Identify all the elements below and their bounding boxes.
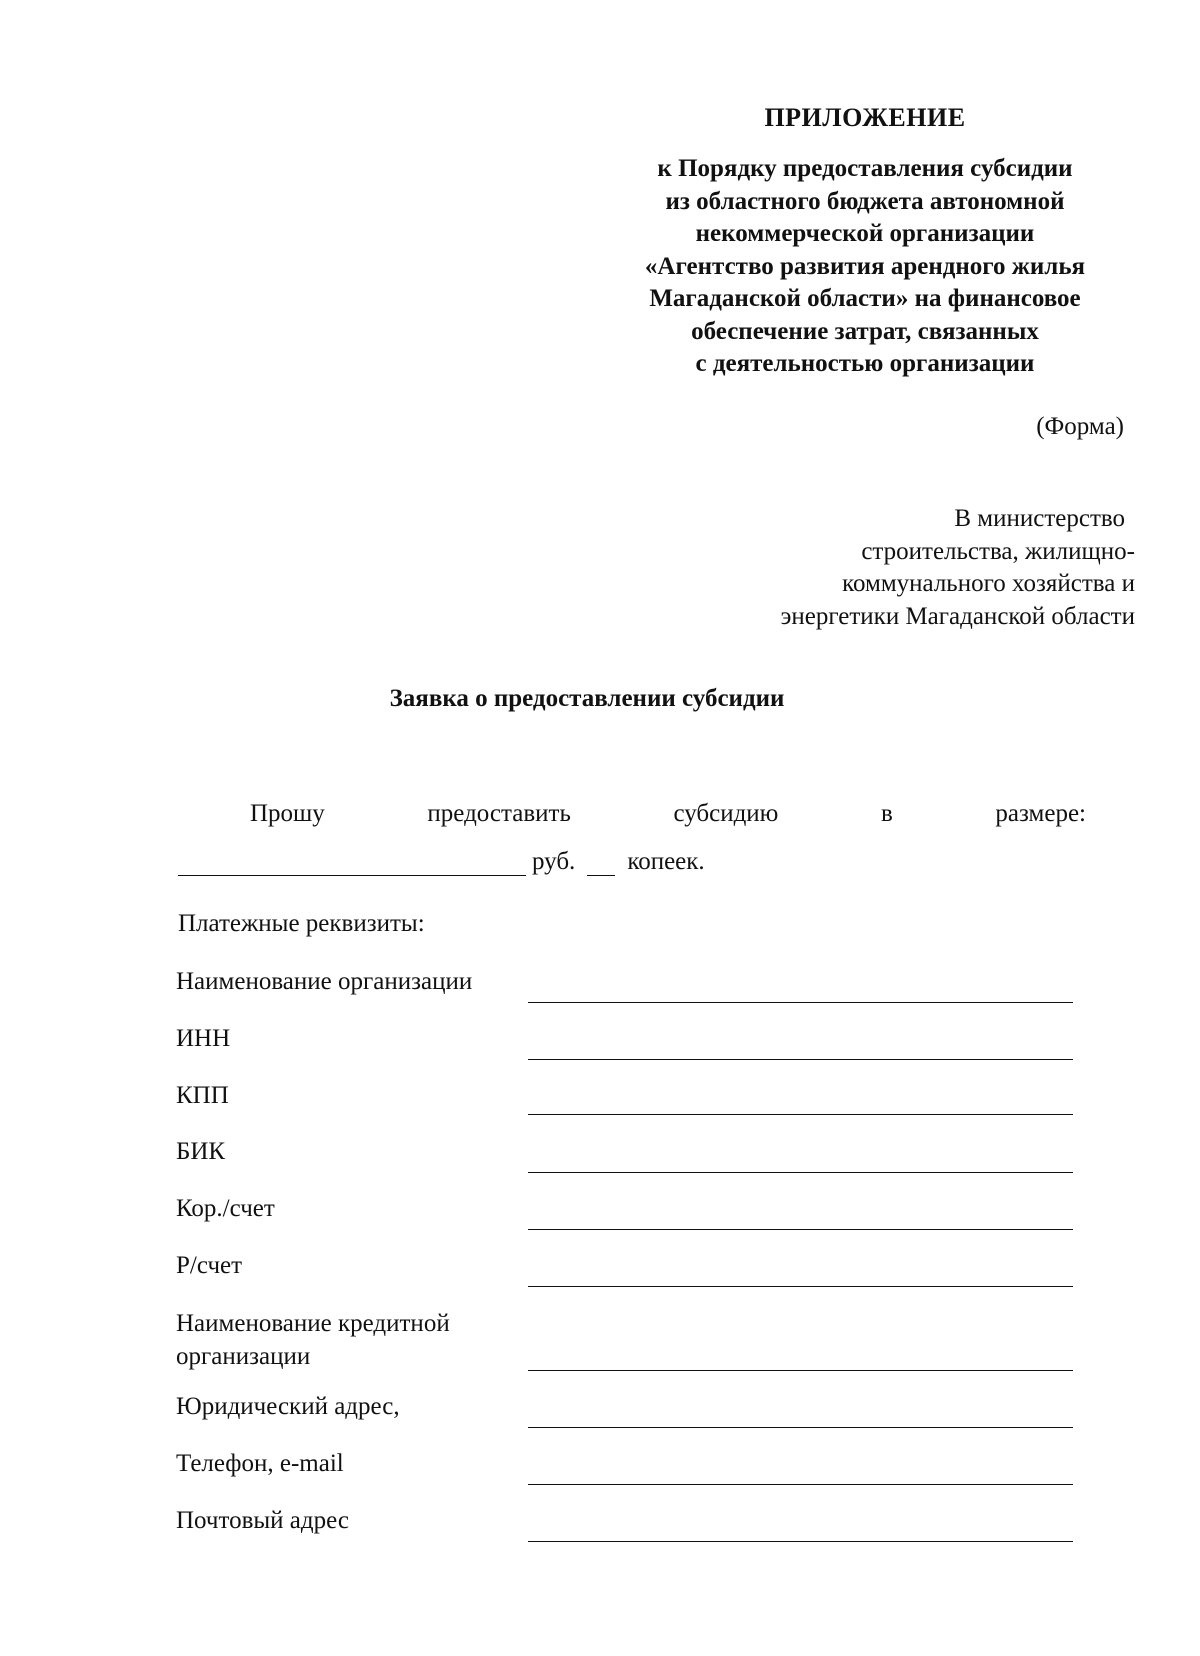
appendix-line: некоммерческой организации <box>695 220 1035 247</box>
addressee-line: коммунального хозяйства и <box>842 570 1135 597</box>
rubles-label: руб. <box>532 848 576 875</box>
addressee-line: строительства, жилищно- <box>861 537 1135 565</box>
field-label-credit-organization <box>176 1308 450 1373</box>
rubles-blank-field[interactable] <box>178 851 526 876</box>
request-word: Прошу <box>250 800 325 827</box>
kopecks-blank-field[interactable] <box>587 851 615 876</box>
field-label-legal-address: Юридический адрес, <box>176 1393 400 1420</box>
field-label-correspondent-account: Кор./счет <box>176 1195 275 1222</box>
amount-line <box>178 848 705 876</box>
appendix-title: ПРИЛОЖЕНИЕ <box>764 103 966 132</box>
appendix-block <box>595 103 1135 381</box>
document-heading: Заявка о предоставлении субсидии <box>389 685 785 712</box>
appendix-line: с деятельностью организации <box>695 350 1035 377</box>
field-line-postal-address[interactable] <box>528 1541 1073 1542</box>
field-label-credit-organization-line2: организации <box>176 1342 311 1370</box>
field-line-phone-email[interactable] <box>528 1484 1073 1485</box>
field-label-settlement-account: Р/счет <box>176 1252 243 1279</box>
appendix-line: «Агентство развития арендного жилья <box>644 252 1086 280</box>
field-line-kpp[interactable] <box>528 1114 1073 1115</box>
request-word: в <box>880 800 893 827</box>
kopecks-label: копеек. <box>627 848 705 875</box>
field-line-correspondent-account[interactable] <box>528 1229 1073 1230</box>
appendix-line: Магаданской области» на финансовое <box>649 285 1081 312</box>
request-word: размере: <box>995 800 1086 827</box>
addressee-block <box>715 503 1135 633</box>
field-line-organization-name[interactable] <box>528 1002 1073 1003</box>
request-word: субсидию <box>673 800 779 827</box>
field-label-credit-organization-line1: Наименование кредитной <box>176 1310 450 1337</box>
field-line-settlement-account[interactable] <box>528 1286 1073 1287</box>
addressee-line: В министерство <box>954 505 1125 532</box>
field-line-credit-organization[interactable] <box>528 1370 1073 1371</box>
form-label: (Форма) <box>1036 413 1124 440</box>
request-word: предоставить <box>427 800 571 827</box>
field-label-inn: ИНН <box>176 1025 231 1052</box>
field-line-bik[interactable] <box>528 1172 1073 1173</box>
field-label-postal-address: Почтовый адрес <box>176 1507 349 1534</box>
appendix-line: обеспечение затрат, связанных <box>691 317 1039 345</box>
field-line-legal-address[interactable] <box>528 1427 1073 1428</box>
request-line <box>250 800 1086 828</box>
field-label-kpp: КПП <box>176 1082 229 1109</box>
field-label-organization-name: Наименование организации <box>176 968 473 995</box>
appendix-line: из областного бюджета автономной <box>665 187 1065 215</box>
appendix-line: к Порядку предоставления субсидии <box>657 155 1073 182</box>
field-label-bik: БИК <box>176 1138 226 1165</box>
payment-details-heading: Платежные реквизиты: <box>178 910 425 937</box>
field-label-phone-email: Телефон, e-mail <box>176 1450 344 1477</box>
field-line-inn[interactable] <box>528 1059 1073 1060</box>
addressee-line: энергетики Магаданской области <box>780 602 1135 630</box>
